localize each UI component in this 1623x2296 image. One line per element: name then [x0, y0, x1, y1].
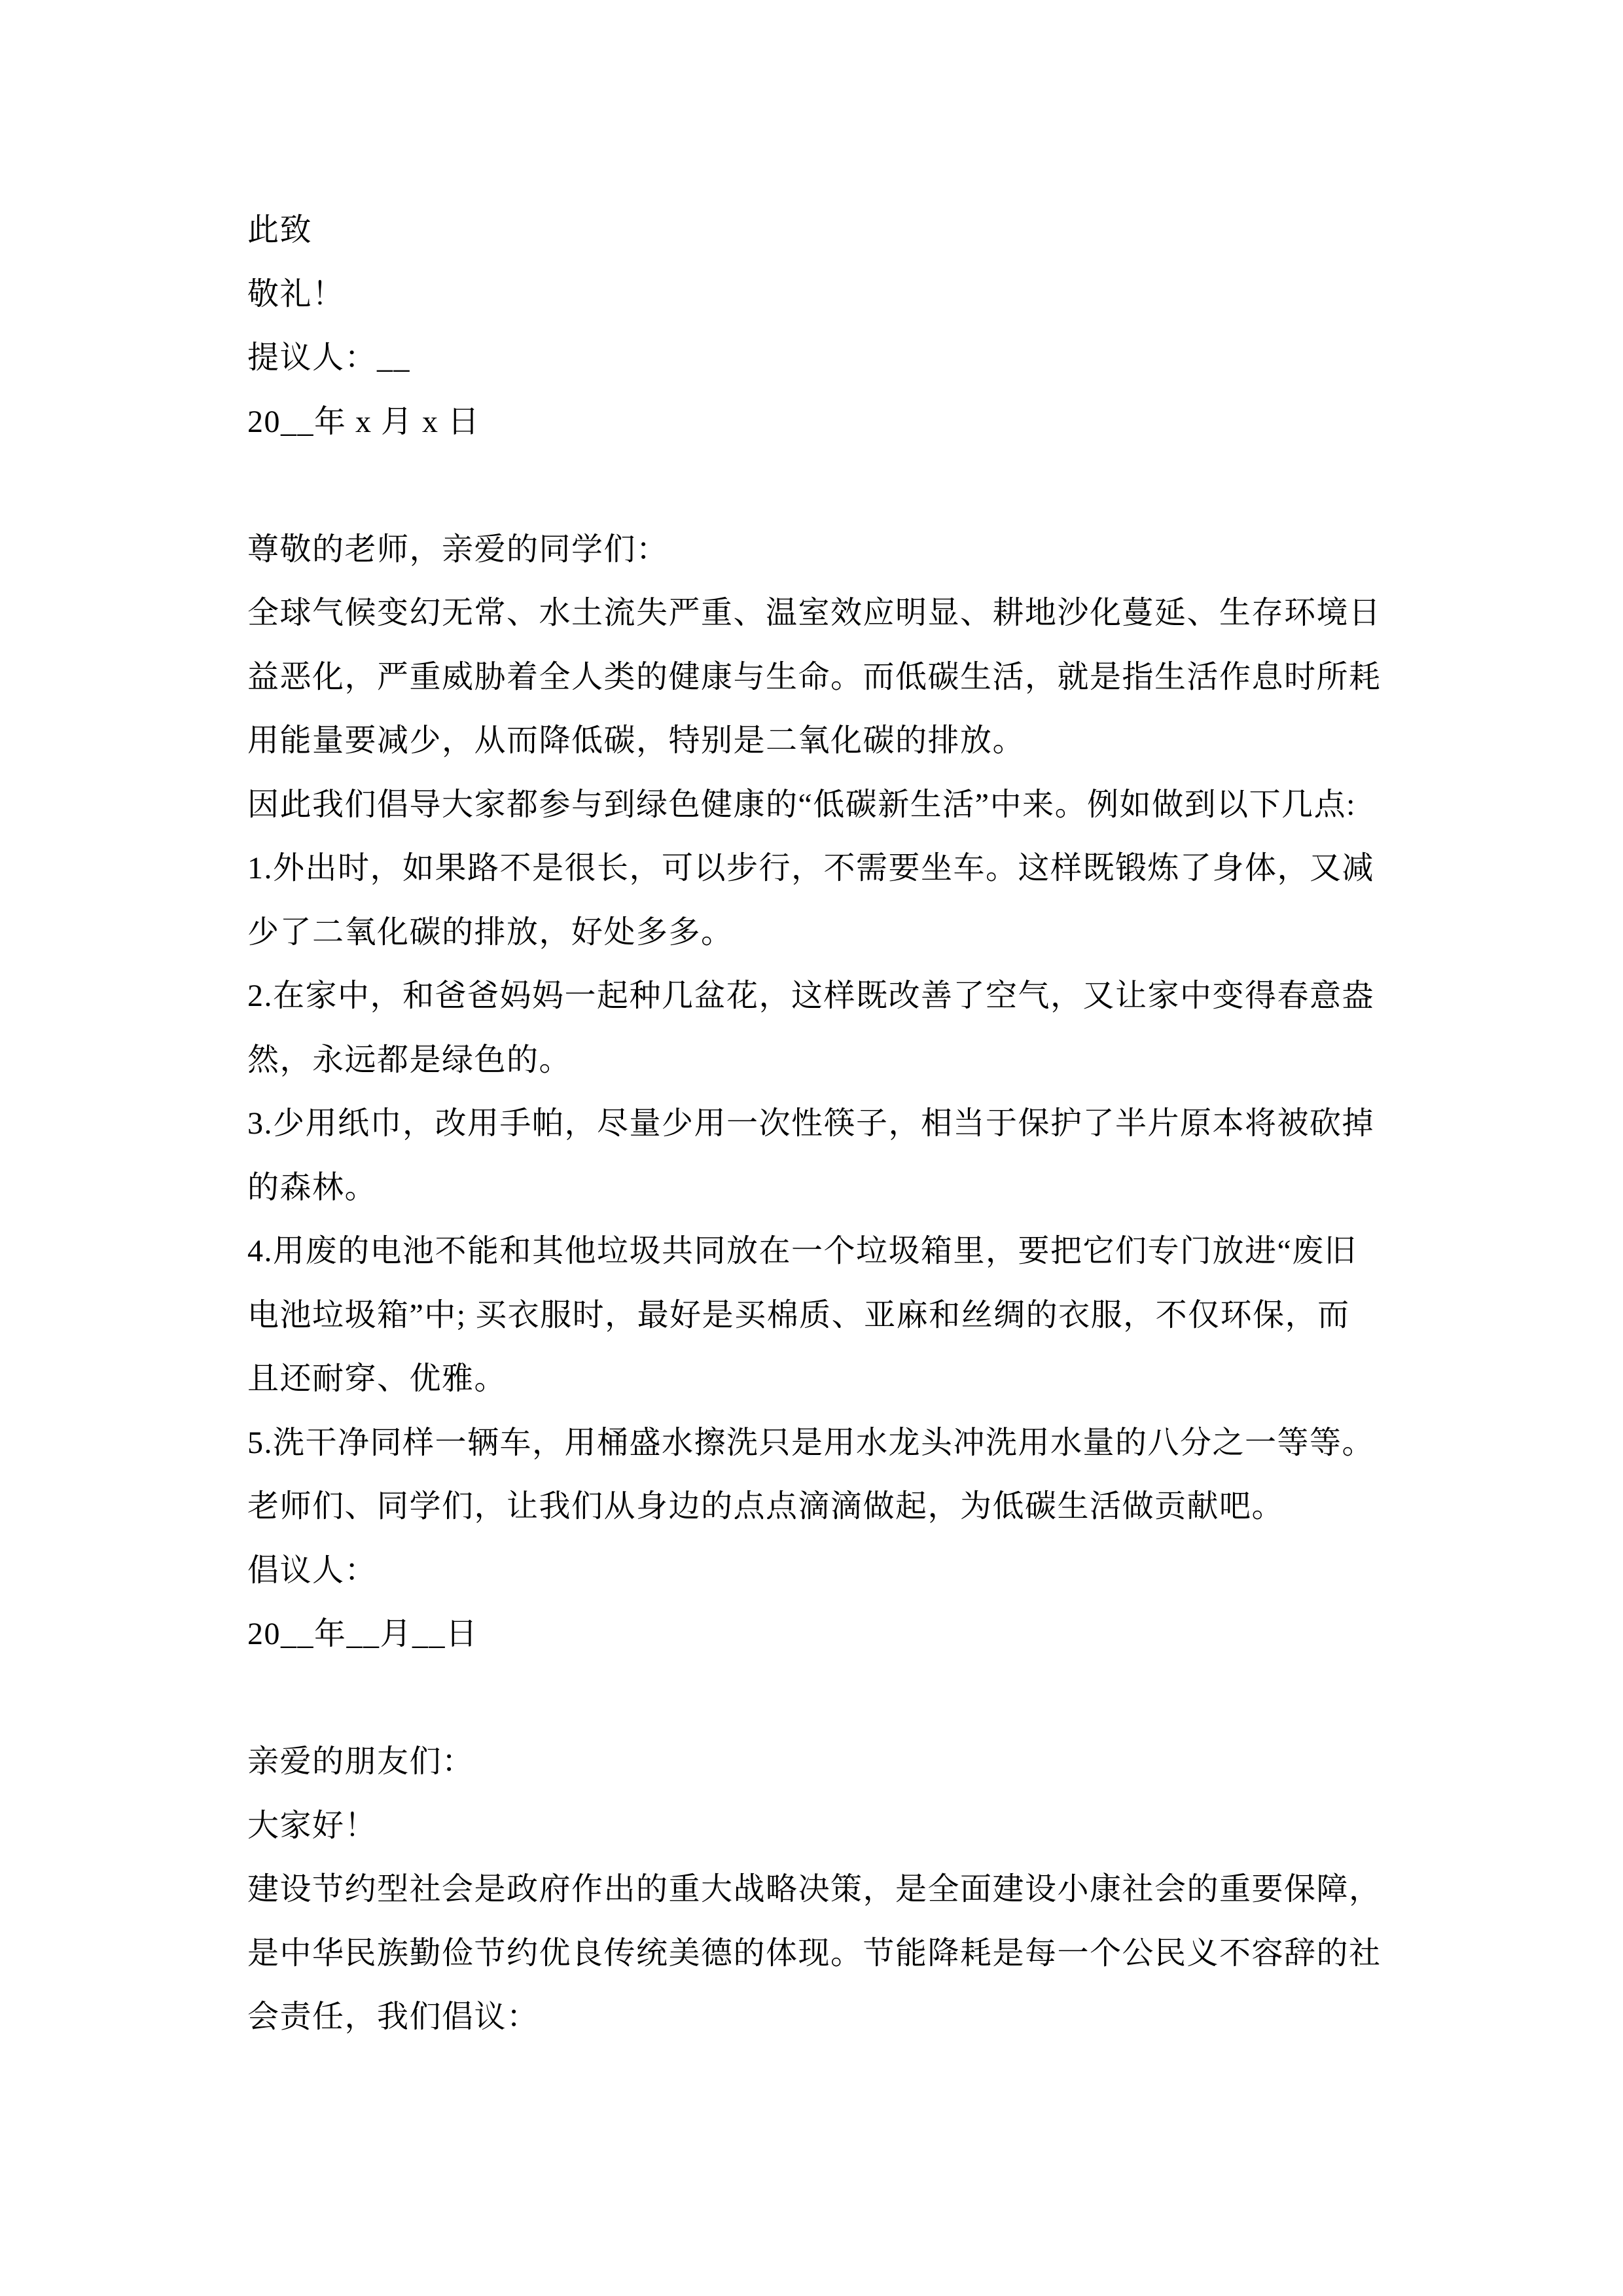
text-line: 5.洗干净同样一辆车，用桶盛水擦洗只是用水龙头冲洗用水量的八分之一等等。 — [247, 1425, 1375, 1460]
document-body — [247, 198, 1382, 2049]
text-line: 提议人：__ — [247, 340, 411, 375]
text-line: 20__年__月__日 — [247, 1617, 478, 1651]
text-line: 此致 — [247, 213, 313, 247]
text-line: 4.用废的电池不能和其他垃圾共同放在一个垃圾箱里，要把它们专门放进“废旧 — [247, 1234, 1357, 1268]
text-line: 20__年 x 月 x 日 — [247, 404, 480, 439]
text-line: 会责任，我们倡议： — [247, 2000, 539, 2034]
text-line: 1.外出时，如果路不是很长，可以步行，不需要坐车。这样既锻炼了身体，又减 — [247, 851, 1375, 886]
text-line: 亲爱的朋友们： — [247, 1744, 474, 1779]
text-line: 电池垃圾箱”中; 买衣服时，最好是买棉质、亚麻和丝绸的衣服，不仅环保，而 — [247, 1297, 1350, 1333]
previous-letter-closing — [247, 198, 1382, 454]
text-line: 用能量要减少，从而降低碳，特别是二氧化碳的排放。 — [247, 723, 1026, 758]
text-line: 因此我们倡导大家都参与到绿色健康的“低碳新生活”中来。例如做到以下几点: — [247, 787, 1356, 822]
text-line: 敬礼！ — [247, 276, 345, 312]
text-line: 全球气候变幻无常、水土流失严重、温室效应明显、耕地沙化蔓延、生存环境日 — [247, 596, 1382, 630]
text-line: 倡议人： — [247, 1552, 378, 1588]
text-line: 是中华民族勤俭节约优良传统美德的体现。节能降耗是每一个公民义不容辞的社 — [247, 1935, 1382, 1971]
low-carbon-proposal-letter — [247, 518, 1382, 1666]
text-line: 大家好！ — [247, 1808, 378, 1843]
text-line: 的森林。 — [247, 1170, 378, 1205]
text-line: 3.少用纸巾，改用手帕，尽量少用一次性筷子，相当于保护了半片原本将被砍掉 — [247, 1106, 1375, 1141]
text-line: 尊敬的老师，亲爱的同学们： — [247, 531, 669, 567]
text-line: 然，永远都是绿色的。 — [247, 1042, 572, 1077]
text-line: 且还耐穿、优雅。 — [247, 1361, 507, 1396]
text-line: 建设节约型社会是政府作出的重大战略决策，是全面建设小康社会的重要保障， — [247, 1872, 1382, 1907]
text-line: 少了二氧化碳的排放，好处多多。 — [247, 914, 734, 950]
conservation-proposal-opening — [247, 1730, 1382, 2049]
text-line: 2.在家中，和爸爸妈妈一起种几盆花，这样既改善了空气，又让家中变得春意盎 — [247, 978, 1375, 1013]
text-line: 老师们、同学们，让我们从身边的点点滴滴做起，为低碳生活做贡献吧。 — [247, 1489, 1285, 1524]
text-line: 益恶化，严重威胁着全人类的健康与生命。而低碳生活，就是指生活作息时所耗 — [247, 659, 1382, 694]
